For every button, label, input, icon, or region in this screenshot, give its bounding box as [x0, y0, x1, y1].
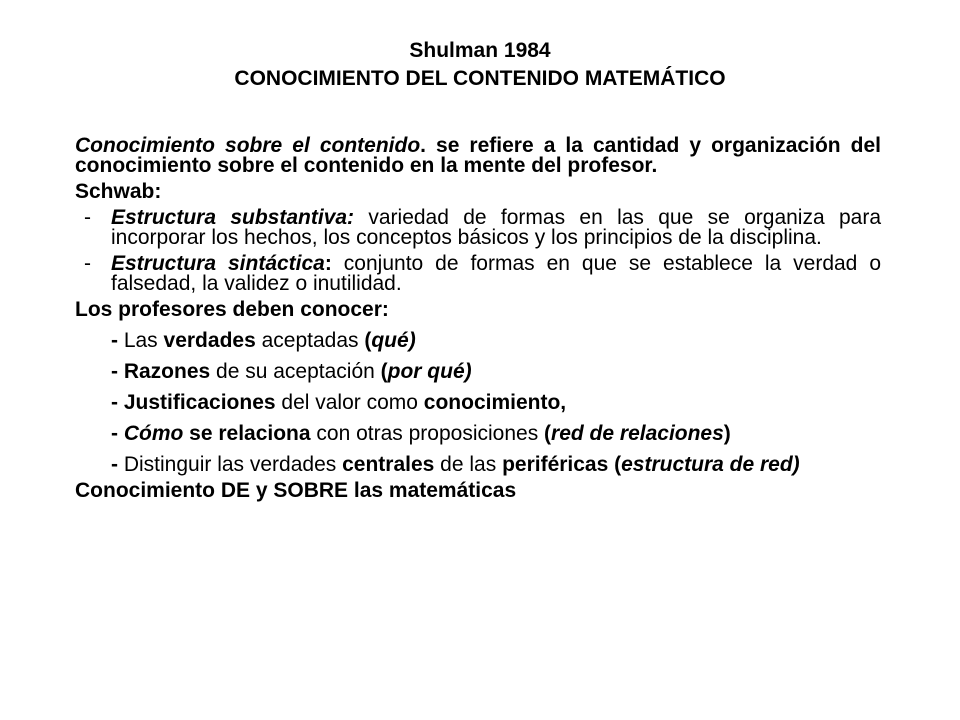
title-author-year: Shulman 1984	[409, 39, 551, 62]
schwab-heading	[75, 182, 881, 202]
substantiva-term: Estructura substantiva:	[111, 206, 355, 229]
schwab-item-sintactica	[75, 254, 881, 294]
profesores-heading-text: Los profesores deben conocer:	[75, 298, 389, 321]
schwab-heading-text: Schwab:	[75, 180, 162, 203]
sintactica-text: conjunto de formas en que se establece la verdad o falsedad, la validez o inutilidad.	[111, 252, 881, 295]
profesores-item-razones: - Razones de su aceptación (por qué)	[111, 360, 472, 383]
bullet-dash: -	[84, 206, 91, 229]
title-topic: CONOCIMIENTO DEL CONTENIDO MATEMÁTICO	[234, 67, 726, 90]
schwab-item-substantiva	[75, 208, 881, 248]
profesores-heading	[75, 300, 881, 320]
closing-text: Conocimiento DE y SOBRE las matemáticas	[75, 479, 517, 502]
profesores-item-distinguir: - Distinguir las verdades centrales de las periféricas (estructura de red)	[111, 453, 800, 476]
intro-term: Conocimiento sobre el contenido	[75, 134, 421, 157]
intro-text: . se refiere a la cantidad y organización del conocimiento sobre el contenido en la mente del profesor.	[75, 134, 881, 177]
intro-paragraph	[75, 136, 881, 176]
profesores-item-verdades: - Las verdades aceptadas (qué)	[111, 329, 416, 352]
slide-body	[75, 136, 881, 501]
closing-line	[75, 481, 881, 501]
bullet-dash: -	[84, 252, 91, 275]
sintactica-term: Estructura sintáctica	[111, 252, 325, 275]
profesores-item-relaciona: - Cómo se relaciona con otras proposiciones (red de relaciones)	[111, 422, 731, 445]
profesores-item-justificaciones: - Justificaciones del valor como conocimiento,	[111, 391, 567, 414]
substantiva-text: variedad de formas en las que se organiza para incorporar los hechos, los conceptos básicos y los principios de la disciplina.	[111, 206, 882, 249]
slide-title	[0, 37, 960, 93]
sintactica-colon: :	[324, 252, 332, 275]
